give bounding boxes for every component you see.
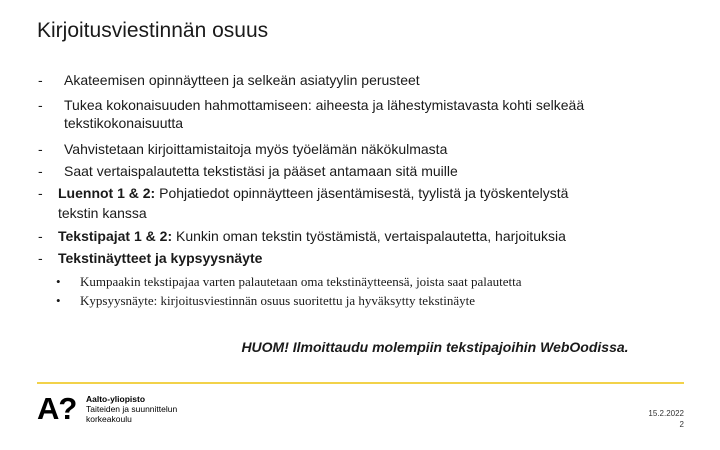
list-item-text-continued: tekstin kanssa xyxy=(58,205,147,221)
list-item-text-continued: tekstikokonaisuutta xyxy=(64,115,184,131)
list-item-bold: Tekstipajat 1 & 2: xyxy=(58,228,173,244)
dash-bullet: - xyxy=(38,228,43,244)
dot-bullet: • xyxy=(56,274,61,289)
list-item-bold: Tekstinäytteet ja kypsyysnäyte xyxy=(58,250,263,266)
dot-bullet: • xyxy=(56,293,61,308)
dash-bullet: - xyxy=(38,250,43,266)
logo-line-3: korkeakoulu xyxy=(86,414,132,424)
page-number: 2 xyxy=(679,420,684,429)
dash-bullet: - xyxy=(38,185,43,201)
note-text: HUOM! Ilmoittaudu molempiin tekstipajoihin WebOodissa. xyxy=(241,339,629,355)
list-item-text: Saat vertaispalautetta tekstistäsi ja pääset antamaan sitä muille xyxy=(64,163,458,179)
slide-date: 15.2.2022 xyxy=(648,409,684,418)
list-item-text xyxy=(58,183,568,203)
list-item-bold: Luennot 1 & 2: xyxy=(58,185,156,201)
dash-bullet: - xyxy=(38,141,43,157)
aalto-logo xyxy=(37,393,207,429)
divider xyxy=(37,382,684,384)
logo-line-1: Aalto-yliopisto xyxy=(86,394,146,404)
list-item-text xyxy=(58,248,262,268)
list-item-text: Tukea kokonaisuuden hahmottamiseen: aiheesta ja lähestymistavasta kohti selkeää xyxy=(64,97,585,113)
aalto-logo-mark: A? xyxy=(37,391,77,426)
list-item-text: Vahvistetaan kirjoittamistaitoja myös työelämän näkökulmasta xyxy=(64,141,448,157)
dash-bullet: - xyxy=(38,72,43,88)
sub-list-item-text: Kypsyysnäyte: kirjoitusviestinnän osuus suoritettu ja hyväksytty tekstinäyte xyxy=(80,293,476,308)
sub-list-item-text: Kumpaakin tekstipajaa varten palautetaan oma tekstinäytteensä, joista saat palautetta xyxy=(80,274,522,289)
logo-text xyxy=(86,394,177,424)
list-item-rest: Kunkin oman tekstin työstämistä, vertaispalautetta, harjoituksia xyxy=(172,228,566,244)
footer xyxy=(648,408,684,430)
slide-title: Kirjoitusviestinnän osuus xyxy=(37,19,269,42)
list-item-text xyxy=(58,226,566,246)
dash-bullet: - xyxy=(38,97,43,113)
logo-line-2: Taiteiden ja suunnittelun xyxy=(86,404,178,414)
list-item-rest: Pohjatiedot opinnäytteen jäsentämisestä, tyylistä ja työskentelystä xyxy=(155,185,569,201)
dash-bullet: - xyxy=(38,163,43,179)
list-item-text: Akateemisen opinnäytteen ja selkeän asiatyylin perusteet xyxy=(64,72,420,88)
